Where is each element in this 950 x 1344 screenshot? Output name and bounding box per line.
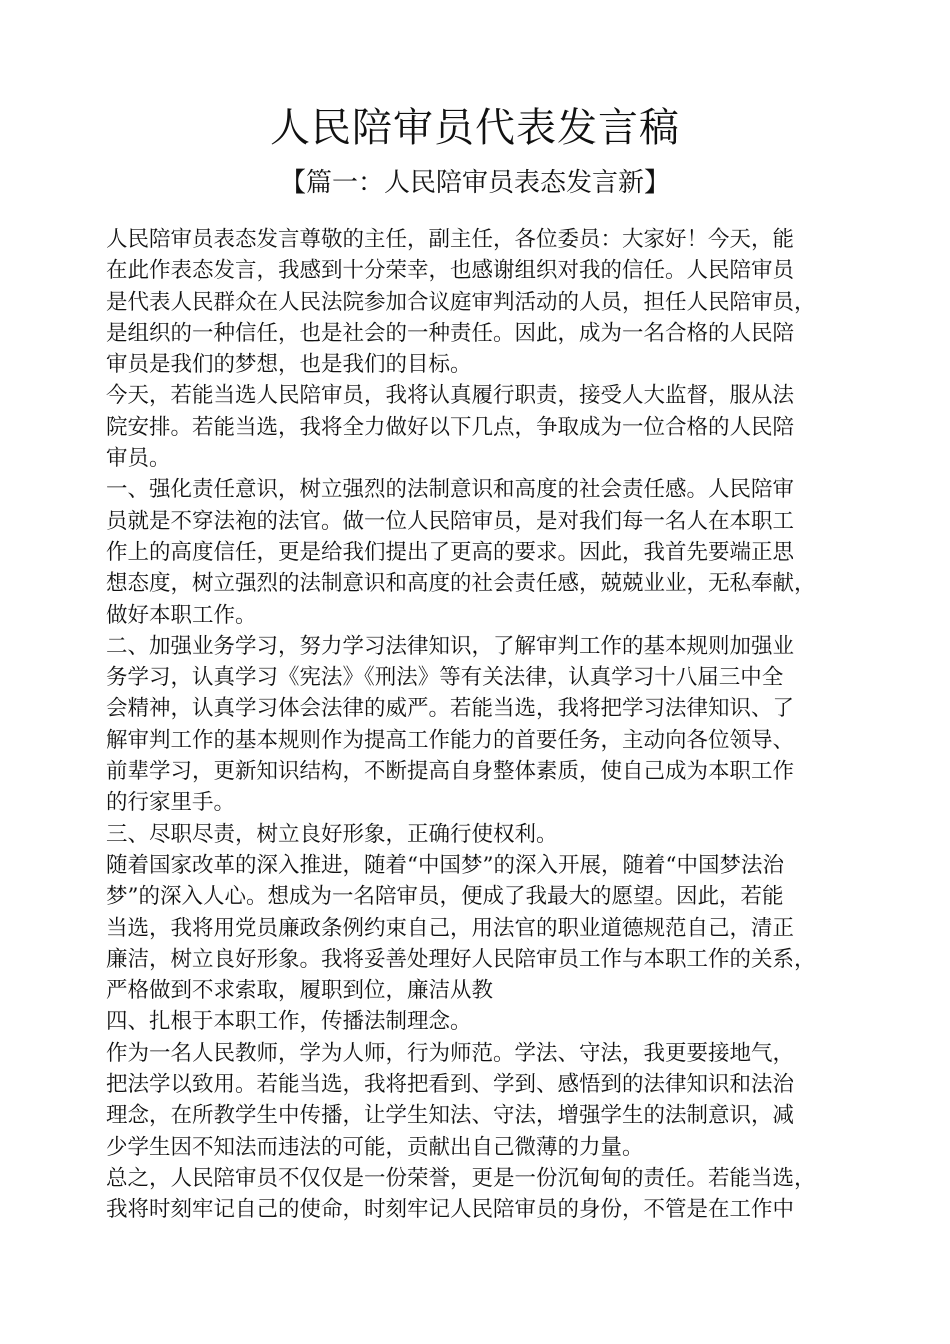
body-line: 作为一名人民教师，学为人师，行为师范。学法、守法，我更要接地气，	[106, 1040, 795, 1066]
body-line: 审员。	[106, 446, 171, 472]
body-line: 想态度，树立强烈的法制意识和高度的社会责任感，兢兢业业，无私奉献，	[106, 571, 816, 597]
body-line: 理念，在所教学生中传播，让学生知法、守法，增强学生的法制意识，减	[106, 1103, 795, 1129]
body-line: 务学习，认真学习《宪法》《刑法》等有关法律，认真学习十八届三中全	[106, 665, 784, 691]
body-line: 总之，人民陪审员不仅仅是一份荣誉，更是一份沉甸甸的责任。若能当选，	[106, 1165, 816, 1191]
body-line: 把法学以致用。若能当选，我将把看到、学到、感悟到的法律知识和法治	[106, 1072, 795, 1098]
body-line: 四、扎根于本职工作，传播法制理念。	[106, 1009, 472, 1035]
body-line: 一、强化责任意识，树立强烈的法制意识和高度的社会责任感。人民陪审	[106, 477, 795, 503]
body-line: 前辈学习，更新知识结构，不断提高自身整体素质，使自己成为本职工作	[106, 759, 795, 785]
body-line: 廉洁，树立良好形象。我将妥善处理好人民陪审员工作与本职工作的关系，	[106, 946, 816, 972]
body-line: 当选，我将用党员廉政条例约束自己，用法官的职业道德规范自己，清正	[106, 915, 795, 941]
document-subtitle: 【篇一：人民陪审员表态发言新】	[279, 168, 670, 198]
body-line: 是组织的一种信任，也是社会的一种责任。因此，成为一名合格的人民陪	[106, 320, 795, 346]
body-line: 二、加强业务学习，努力学习法律知识，了解审判工作的基本规则加强业	[106, 633, 795, 659]
document-body	[106, 224, 856, 1226]
body-line: 人民陪审员表态发言尊敬的主任，副主任，各位委员：大家好！今天，能	[106, 227, 795, 252]
body-line: 少学生因不知法而违法的可能，贡献出自己微薄的力量。	[106, 1134, 644, 1160]
body-line: 三、尽职尽责，树立良好形象，正确行使权利。	[106, 821, 558, 847]
body-line: 会精神，认真学习体会法律的威严。若能当选，我将把学习法律知识、了	[106, 696, 795, 722]
body-line: 的行家里手。	[106, 790, 236, 816]
body-line: 员就是不穿法袍的法官。做一位人民陪审员，是对我们每一名人在本职工	[106, 508, 795, 534]
body-line: 审员是我们的梦想，也是我们的目标。	[106, 352, 472, 378]
body-line: 梦”的深入人心。想成为一名陪审员，便成了我最大的愿望。因此，若能	[106, 884, 784, 910]
body-line: 随着国家改革的深入推进，随着“中国梦”的深入开展，随着“中国梦法治	[106, 852, 784, 878]
body-line: 院安排。若能当选，我将全力做好以下几点，争取成为一位合格的人民陪	[106, 414, 795, 440]
document-title: 人民陪审员代表发言稿	[270, 105, 680, 151]
body-line: 今天，若能当选人民陪审员，我将认真履行职责，接受人大监督，服从法	[106, 383, 795, 409]
body-line: 做好本职工作。	[106, 602, 257, 628]
body-line: 我将时刻牢记自己的使命，时刻牢记人民陪审员的身份，不管是在工作中	[106, 1197, 795, 1223]
body-line: 在此作表态发言，我感到十分荣幸，也感谢组织对我的信任。人民陪审员	[106, 258, 795, 284]
body-line: 是代表人民群众在人民法院参加合议庭审判活动的人员，担任人民陪审员，	[106, 289, 816, 315]
body-line: 作上的高度信任，更是给我们提出了更高的要求。因此，我首先要端正思	[106, 539, 795, 565]
body-line: 严格做到不求索取，履职到位，廉洁从教	[106, 978, 494, 1004]
body-line: 解审判工作的基本规则作为提高工作能力的首要任务，主动向各位领导、	[106, 727, 795, 753]
